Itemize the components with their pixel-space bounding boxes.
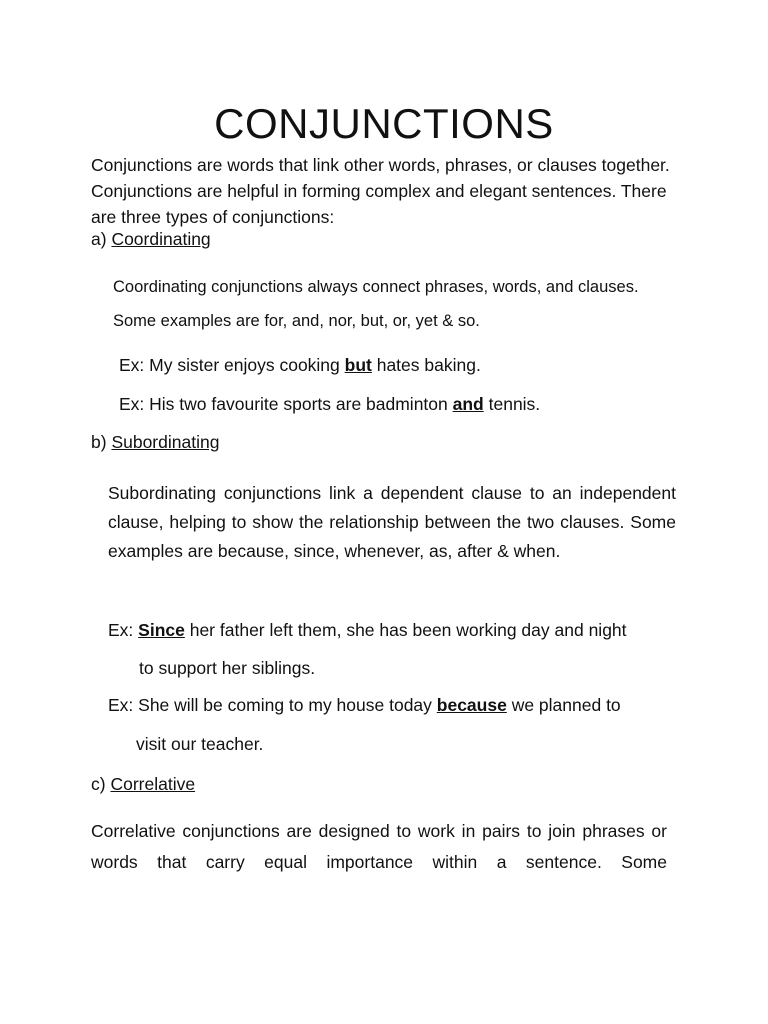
example-text-before: Ex: She will be coming to my house today bbox=[108, 695, 437, 715]
example-subordinating-1 bbox=[108, 618, 627, 642]
example-coordinating-2 bbox=[119, 392, 540, 416]
example-subordinating-1-continuation: to support her siblings. bbox=[139, 658, 316, 678]
section-title: Correlative bbox=[110, 774, 196, 794]
example-keyword: Since bbox=[138, 620, 185, 640]
example-text-after: her father left them, she has been working day and night bbox=[184, 620, 627, 640]
section-marker: c) bbox=[91, 774, 111, 794]
section-title: Subordinating bbox=[111, 432, 220, 452]
section-marker: b) bbox=[91, 432, 112, 452]
example-keyword: and bbox=[452, 394, 484, 414]
example-text-after: hates baking. bbox=[371, 355, 481, 375]
intro-paragraph: Conjunctions are words that link other words, phrases, or clauses together. Conjunctions are helpful in forming complex and elegant sentences. There are three types of conjunctions: bbox=[91, 155, 670, 227]
section-heading-coordinating bbox=[91, 227, 211, 251]
example-keyword: because bbox=[436, 695, 507, 715]
section-title: Coordinating bbox=[111, 229, 211, 249]
example-keyword: but bbox=[344, 355, 372, 375]
example-coordinating-1 bbox=[119, 353, 481, 377]
section-marker: a) bbox=[91, 229, 112, 249]
example-text-before: Ex: My sister enjoys cooking bbox=[119, 355, 345, 375]
example-subordinating-2 bbox=[108, 693, 621, 717]
example-text-before: Ex: bbox=[108, 620, 139, 640]
section-heading-subordinating bbox=[91, 430, 219, 454]
example-text-before: Ex: His two favourite sports are badminton bbox=[119, 394, 453, 414]
section-heading-correlative bbox=[91, 772, 195, 796]
example-text-after: tennis. bbox=[483, 394, 541, 414]
subordinating-description: Subordinating conjunctions link a dependent clause to an independent clause, helping to show the relationship between the two clauses. Some examples are because, since, whenever, as, after & when. bbox=[108, 483, 676, 561]
correlative-description: Correlative conjunctions are designed to work in pairs to join phrases or words that carry equal importance within a sentence. Some bbox=[91, 821, 667, 872]
example-text-after: we planned to bbox=[506, 695, 621, 715]
page-title: CONJUNCTIONS bbox=[214, 100, 554, 147]
example-subordinating-2-continuation: visit our teacher. bbox=[136, 734, 264, 754]
coordinating-description: Coordinating conjunctions always connect phrases, words, and clauses. Some examples are for, and, nor, but, or, yet & so. bbox=[113, 278, 639, 330]
